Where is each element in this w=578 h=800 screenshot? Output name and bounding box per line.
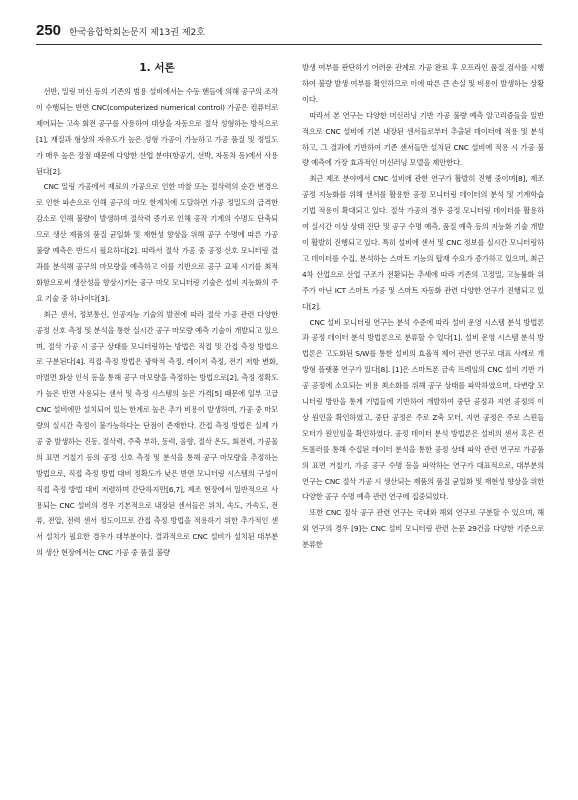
- page-header: [36, 22, 542, 44]
- paragraph: 발생 여부를 판단하기 어려운 관계로 가공 완료 후 오프라인 품질 검사를 시행하여 불량 발생 여부를 확인하므로 이에 따른 큰 손실 및 비용이 발생하는 상황이다.: [302, 63, 544, 104]
- journal-title: 한국융합학회논문지 제13권 제2호: [69, 28, 205, 38]
- paragraph: CNC 밀링 가공에서 재료의 가공으로 인한 마찰 또는 절삭력의 순간 변경으로 인한 파손으로 인해 공구의 마모 한계치에 도달하면 가공 정밀도의 급격한 감소로 인해 불량이 발생하며 절삭력 증가로 인해 공작 기계의 수명도 단축되므로 생산 제품의 품질 균일화 및 재현성 향상을 위해 공구 수명에 따른 가공 불량 예측은 반드시 필요하다[2]. 따라서 절삭 가공 중 공정 신호 모니터링 결과를 분석해 공구의 마모량을 예측하고 이를 기반으로 공구 교체 시기를 최적화함으로써 생산성을 향상시키는 공구 마모 모니터링 기술은 설비 지능화의 주요 기술 중 하나이다[3].: [36, 182, 278, 303]
- paragraph: 최근 제조 분야에서 CNC 설비에 관한 연구가 활발히 진행 중이며[8], 제조 공정 지능화를 위해 센서를 활용한 공정 모니터링 데이터의 분석 및 기계학습 기법 적용이 확대되고 있다. 절삭 가공의 경우 공정 모니터링 데이터를 활용하여 실시간 이상 상태 진단 및 공구 수명 예측, 품질 예측 등의 지능화 기술 개발이 활발히 진행되고 있다. 특히 설비에 센서 및 CNC 정보를 실시간 모니터링하고 데이터를 수집, 분석하는 스마트 기능의 탑재 수요가 증가하고 있으며, 최근 4차 산업으로 산업 구조가 전환되는 추세에 따라 기존의 고정밀, 고능률화 위주가 아닌 ICT 스마트 가공 및 스마트 자동화 관련 다양한 연구가 진행되고 있다[2].: [302, 174, 544, 311]
- page-number: 250: [36, 22, 62, 39]
- left-column: [36, 84, 278, 561]
- paragraph: 선반, 밀링 머신 등의 기존의 범용 설비에서는 수동 핸들에 의해 공구의 조작이 수행되는 반면 CNC(computerized numerical control) 가공은 컴퓨터로 제어되는 고속 회전 공구를 사용하여 대상을 자동으로 절삭 성형하는 방식으로[1], 재질과 형상의 자유도가 높은 성형 가공이 가능하고 가공 품질 및 정밀도가 매우 높은 장점 때문에 다양한 산업 분야(항공기, 선박, 자동차 등)에서 사용된다[2].: [36, 87, 278, 176]
- paragraph: 또한 CNC 절삭 공구 관련 연구는 국내와 해외 연구로 구분할 수 있으며, 해외 연구의 경우 [9]는 CNC 설비 모니터링 관련 논문 29건을 다양한 기준으로 분류한: [302, 508, 544, 550]
- paragraph: 최근 센서, 정보통신, 인공지능 기술의 발전에 따라 절삭 가공 관련 다양한 공정 신호 측정 및 분석을 통한 실시간 공구 마모량 예측 기술이 개발되고 있으며, 절삭 가공 시 공구 상태를 모니터링하는 방법은 직접 및 간접 측정 방법으로 구분된다[4]. 직접 측정 방법은 광학적 측정, 레이저 측정, 전기 저항 변화, 마멸면 화상 인식 등을 통해 공구 마모량을 측정하는 방법으로[2], 측정 정확도가 높은 반면 사용되는 센서 및 측정 시스템의 높은 가격[5] 때문에 일부 고급 CNC 설비에만 설치되어 있는 한계로 높은 추가 비용이 발생하며, 가공 중 마모량의 실시간 측정이 불가능하다는 단점이 존재한다. 간접 측정 방법은 실제 가공 중 발생하는 진동, 절삭력, 주축 부하, 동력, 음향, 절삭 온도, 회전력, 가공물의 표면 거칠기 등의 공정 신호 측정 및 분석을 통해 공구 마모량을 추정하는 방법으로, 직접 측정 방법 대비 정확도가 낮은 반면 모니터링 시스템의 구성이 직접 측정 방법 대비 저렴하며 간단하지만[6,7], 제조 현장에서 일반적으로 사용되는 CNC 설비의 경우 기본적으로 내장된 센서들은 위치, 속도, 가속도, 전류, 전압, 전력 센서 정도이므로 간접 측정 방법을 적용하기 위한 추가적인 센서 설치가 필요한 경우가 대부분이다. 결과적으로 CNC 설비가 설치된 대부분의 생산 현장에서는 CNC 가공 중 품질 불량: [36, 309, 278, 558]
- paragraph: 따라서 본 연구는 다양한 머신러닝 기반 가공 불량 예측 알고리즘들을 일반적으로 CNC 설비에 기본 내장된 센서들로부터 추출된 데이터에 적용 및 분석하고, 그 결과에 기반하여 기존 센서들만 설치된 CNC 설비에 적용 시 가공 불량 예측에 가장 효과적인 머신러닝 모델을 제안한다.: [302, 110, 544, 168]
- header-rule: [36, 44, 542, 45]
- paragraph: CNC 설비 모니터링 연구는 분석 수준에 따라 설비 운영 시스템 분석 방법론과 공정 데이터 분석 방법론으로 분류할 수 있다[1]. 설비 운영 시스템 분석 방법론은 고도화된 S/W를 통한 설비의 효율적 제어 관련 연구로 대표 사례로 개방형 플랫폼 연구가 있다[8]. [1]은 스마트폰 금속 프레임의 CNC 설비 기반 가공 공정에 소요되는 비용 최소화를 위해 공구 상태를 파악하였으며, 다변량 모니터링 방안을 통계 기법들에 기반하여 개발하여 중단 공정과 지연 공정의 이상 원인을 확인하였고, 중단 공정은 주로 Z축 모터, 지연 공정은 주로 스핀들 모터가 원인임을 확인하였다. 공정 데이터 분석 방법론은 설비의 센서 혹은 컨트롤러를 통해 수집된 데이터 분석을 통한 공정 상태 파악 관련 연구로 가공품의 표면 거칠기, 가공 공구 수명 등을 파악하는 연구가 대표적으로, 대부분의 연구는 CNC 절삭 가공 시 생산되는 제품의 품질 균일화 및 재현성 향상을 위한 다양한 공구 수명 예측 관련 연구에 집중되었다.: [302, 317, 544, 502]
- right-column: [302, 60, 544, 553]
- section-title: 1. 서론: [139, 62, 175, 74]
